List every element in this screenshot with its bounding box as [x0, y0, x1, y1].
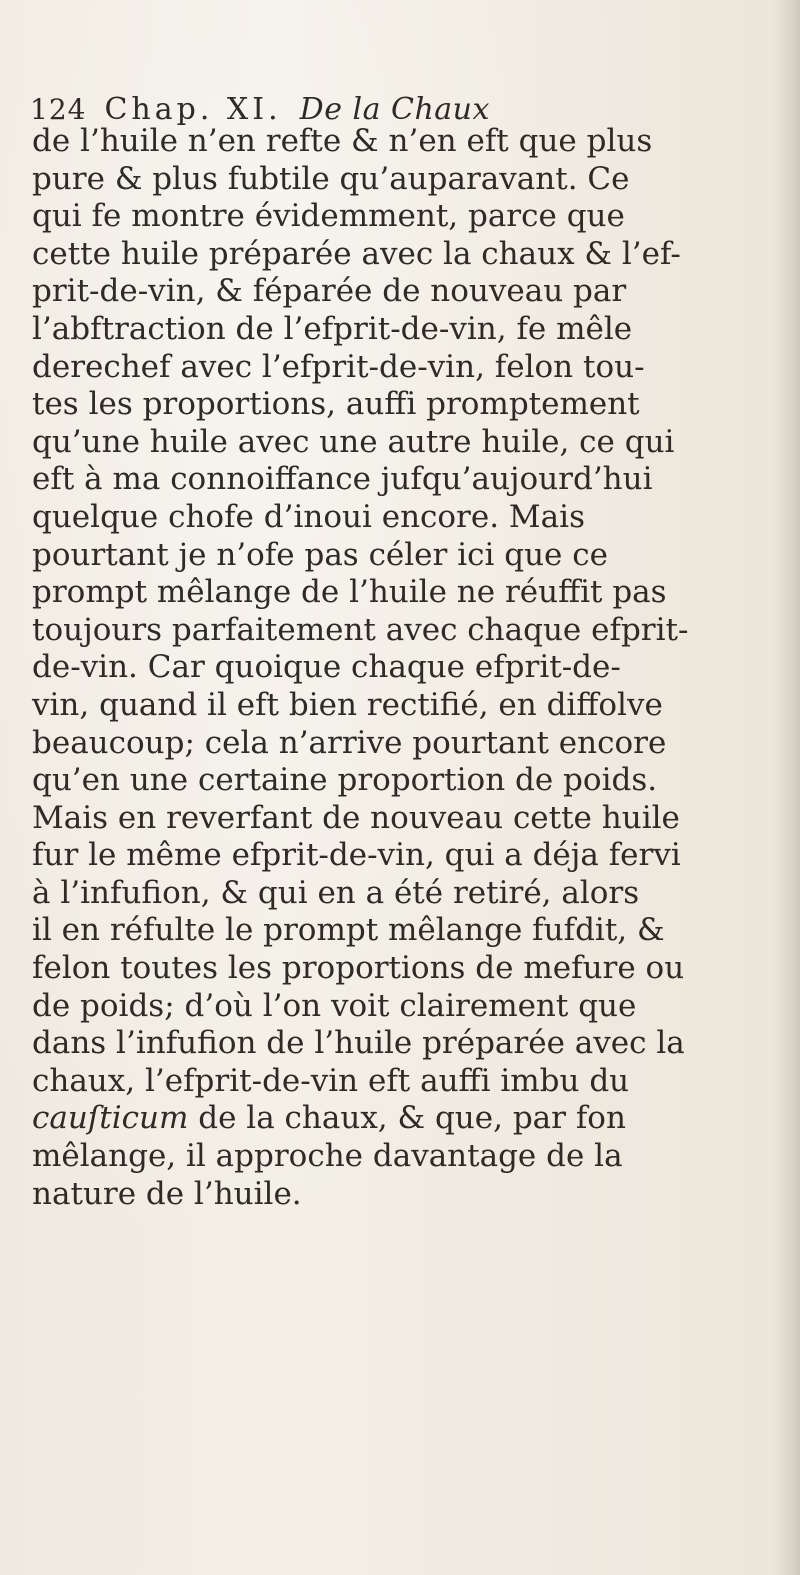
- text-line: vin, quand il eft bien rectifié, en diffolve: [32, 686, 663, 723]
- text-line: qu’en une certaine proportion de poids.: [32, 762, 658, 799]
- text-line: nature de l’huile.: [32, 1175, 302, 1212]
- text-line: mêlange, il approche davantage de la: [32, 1138, 623, 1175]
- text-line: felon toutes les proportions de mefure ou: [32, 950, 685, 987]
- text-line: prompt mêlange de l’huile ne réuffit pas: [32, 574, 667, 611]
- text-line: dans l’infufion de l’huile préparée avec la: [32, 1025, 685, 1062]
- text-line: derechef avec l’efprit-de-vin, felon tou-: [32, 348, 645, 385]
- page-number: 124: [30, 93, 87, 126]
- text-line: pure & plus fubtile qu’auparavant. Ce: [32, 160, 630, 197]
- text-line: toujours parfaitement avec chaque efprit-: [32, 611, 689, 648]
- section-title: De la Chaux: [299, 92, 490, 127]
- text-line-italic-term: [32, 1100, 766, 1138]
- text-line: l’abftraction de l’efprit-de-vin, fe mêle: [32, 310, 633, 347]
- text-line-rest: de la chaux, & que, par fon: [188, 1100, 626, 1137]
- text-line: de poids; d’où l’on voit clairement que: [32, 987, 637, 1024]
- text-line: chaux, l’efprit-de-vin eft auffi imbu du: [32, 1062, 630, 1099]
- text-line: quelque chofe d’inoui encore. Mais: [32, 498, 585, 535]
- text-line: eft à ma connoiffance jufqu’aujourd’hui: [32, 461, 653, 498]
- text-line: de-vin. Car quoique chaque efprit-de-: [32, 649, 621, 686]
- text-line: cette huile préparée avec la chaux & l’ef-: [32, 235, 681, 272]
- text-line: de l’huile n’en refte & n’en eft que plus: [32, 123, 653, 159]
- text-line: fur le même efprit-de-vin, qui a déja fervi: [32, 837, 681, 874]
- latin-term: cauſticum: [32, 1100, 189, 1137]
- text-line: à l’infufion, & qui en a été retiré, alors: [32, 874, 640, 911]
- text-line: qu’une huile avec une autre huile, ce qui: [32, 423, 675, 460]
- body-text: [32, 123, 766, 1213]
- text-line: il en réfulte le prompt mêlange fufdit, &: [32, 912, 665, 949]
- chapter-heading: Chap. XI.: [104, 92, 282, 127]
- text-line: tes les proportions, auffi promptement: [32, 386, 640, 423]
- text-line: pourtant je n’ofe pas céler ici que ce: [32, 536, 608, 573]
- text-line: Mais en reverfant de nouveau cette huile: [32, 799, 680, 836]
- text-line: prit-de-vin, & féparée de nouveau par: [32, 273, 627, 310]
- page-edge-shadow: [772, 0, 800, 1575]
- text-line: beaucoup; cela n’arrive pourtant encore: [32, 724, 667, 761]
- text-line: qui fe montre évidemment, parce que: [32, 198, 625, 235]
